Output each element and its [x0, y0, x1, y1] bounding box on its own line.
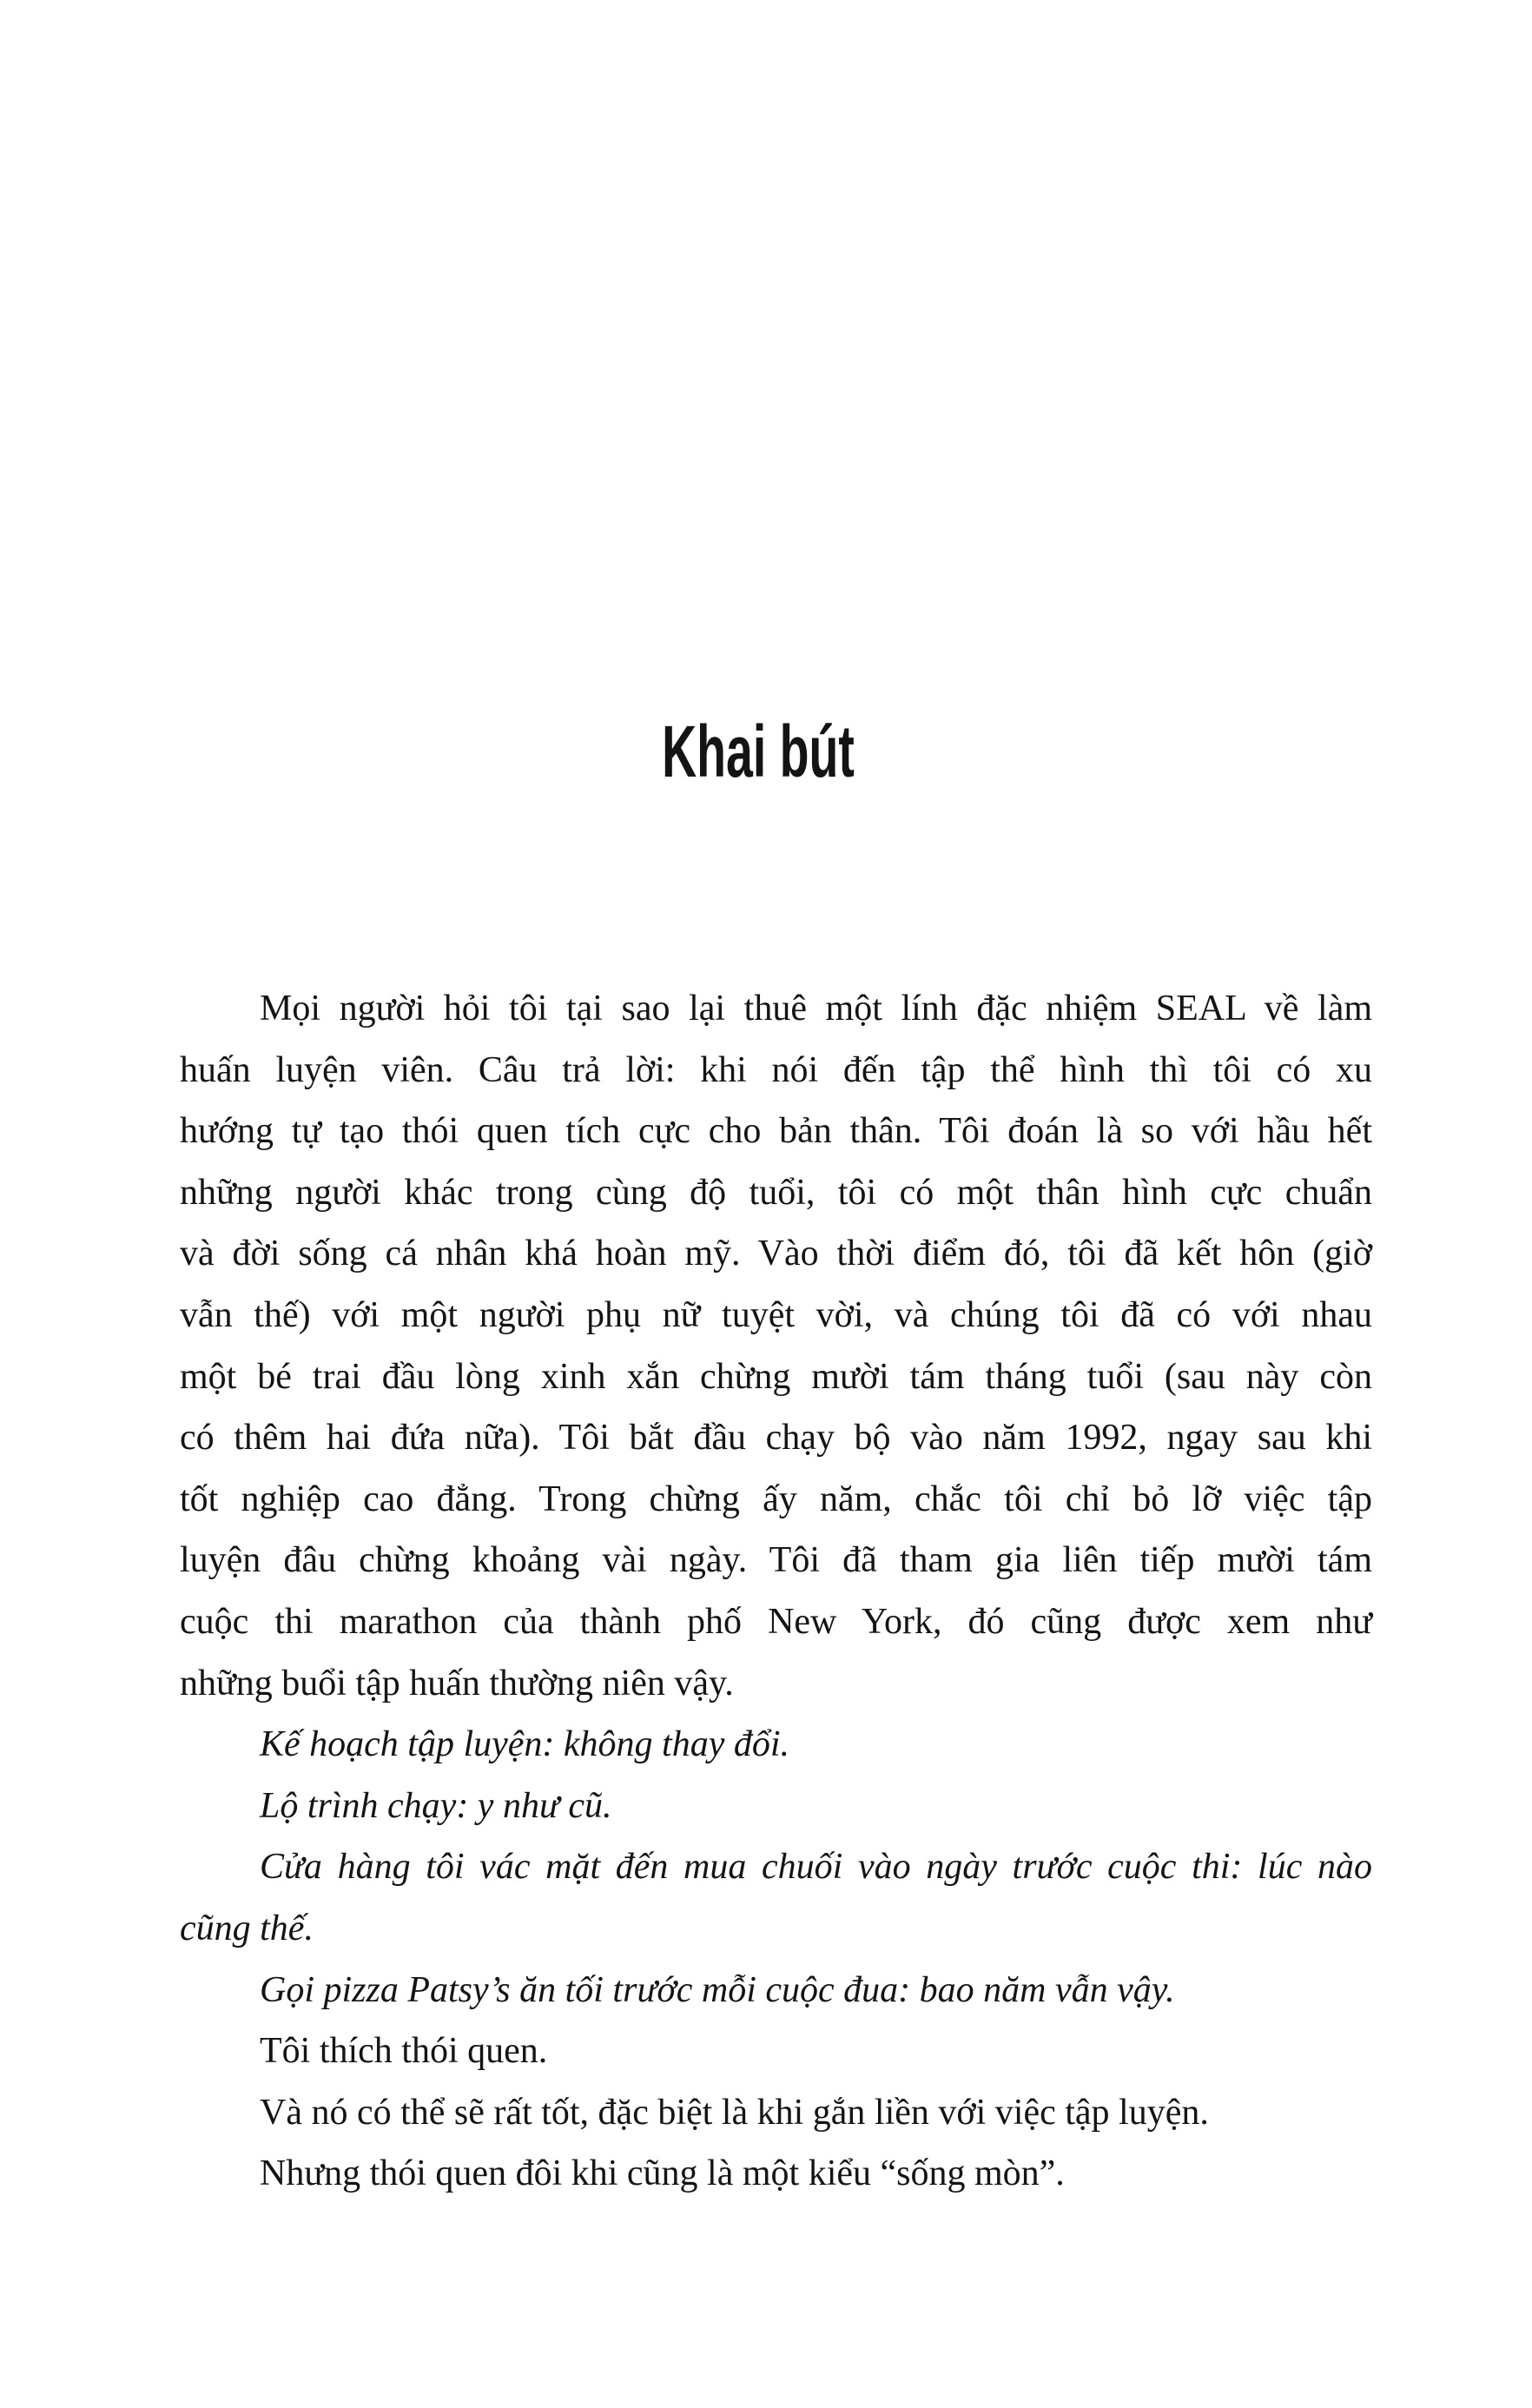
text-line: Mọi người hỏi tôi tại sao lại thuê một lính đặc nhiệm SEAL về làm — [260, 989, 1372, 1029]
text-line: huấn luyện viên. Câu trả lời: khi nói đến tập thể hình thì tôi có xu — [180, 1049, 1372, 1090]
text-line: có thêm hai đứa nữa). Tôi bắt đầu chạy bộ vào năm 1992, ngay sau khi — [180, 1418, 1372, 1459]
text-line: Kế hoạch tập luyện: không thay đổi. — [260, 1724, 790, 1765]
text-line: và đời sống cá nhân khá hoàn mỹ. Vào thời điểm đó, tôi đã kết hôn (giờ — [180, 1234, 1372, 1274]
text-line: những người khác trong cùng độ tuổi, tôi có một thân hình cực chuẩn — [180, 1172, 1372, 1213]
text-line: những buổi tập huấn thường niên vậy. — [180, 1663, 734, 1703]
text-line: Tôi thích thói quen. — [260, 2031, 548, 2072]
text-line: cuộc thi marathon của thành phố New York, đó cũng được xem như — [180, 1601, 1372, 1642]
text-line: tốt nghiệp cao đẳng. Trong chừng ấy năm, chắc tôi chỉ bỏ lỡ việc tập — [180, 1479, 1372, 1519]
text-line: vẫn thế) với một người phụ nữ tuyệt vời, và chúng tôi đã có với nhau — [180, 1294, 1372, 1335]
text-line: Lộ trình chạy: y như cũ. — [260, 1785, 612, 1826]
text-line: cũng thế. — [180, 1908, 314, 1948]
text-line: một bé trai đầu lòng xinh xắn chừng mười tám tháng tuổi (sau này còn — [180, 1356, 1372, 1397]
text-line: Nhưng thói quen đôi khi cũng là một kiểu “sống mòn”. — [260, 2153, 1065, 2194]
text-line: hướng tự tạo thói quen tích cực cho bản thân. Tôi đoán là so với hầu hết — [180, 1111, 1372, 1152]
text-line: luyện đâu chừng khoảng vài ngày. Tôi đã tham gia liên tiếp mười tám — [180, 1540, 1372, 1581]
text-line: Cửa hàng tôi vác mặt đến mua chuối vào ngày trước cuộc thi: lúc nào — [260, 1847, 1372, 1888]
chapter-title-text: Khai bút — [662, 711, 855, 792]
body-text — [180, 978, 1372, 2205]
chapter-title — [0, 708, 1516, 795]
text-line: Và nó có thể sẽ rất tốt, đặc biệt là khi gắn liền với việc tập luyện. — [260, 2092, 1209, 2133]
text-line: Gọi pizza Patsy’s ăn tối trước mỗi cuộc đua: bao năm vẫn vậy. — [260, 1969, 1175, 2010]
